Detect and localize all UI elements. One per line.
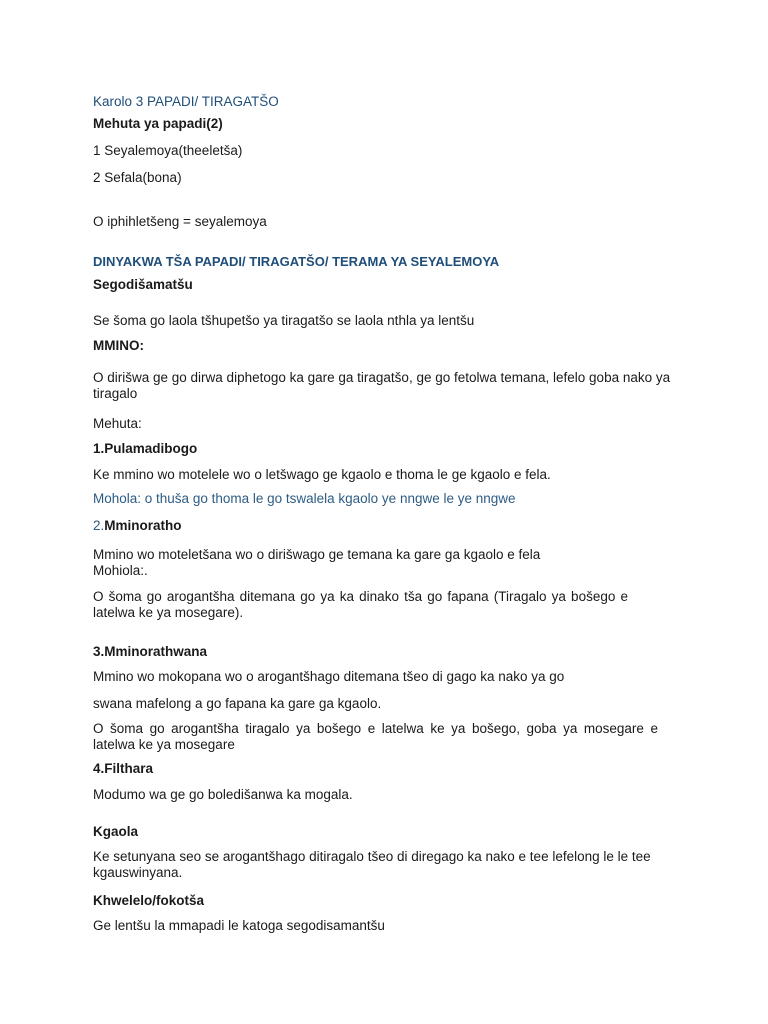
kind-4-heading: 4.Filthara: [93, 761, 154, 776]
kind-3-text-line-2: swana mafelong a go fapana ka gare ga kgaolo.: [93, 696, 382, 711]
example-line: O iphihletšeng = seyalemoya: [93, 214, 267, 229]
sound-effects-text: Se šoma go laola tšhupetšo ya tiragatšo se laola nthla ya lentšu: [93, 313, 475, 328]
music-heading: MMINO:: [93, 338, 144, 353]
kind-3-example: O šoma go arogantšha tiragalo ya bošego e latelwa ke ya bošego, goba ya mosegare e latelwa ke ya mosegare: [93, 721, 658, 752]
chapter-text: Ke setunyana seo se arogantšhago ditiragalo tšeo di diregago ka nako e tee lefelong le le tee kgauswinyana.: [93, 849, 651, 880]
kind-4-text: Modumo wa ge go boledišanwa ka mogala.: [93, 787, 353, 802]
voice-text: Ge lentšu la mmapadi le katoga segodisamantšu: [93, 918, 385, 933]
kinds-label: Mehuta:: [93, 416, 142, 431]
kind-2-number: 2.: [93, 518, 105, 533]
sound-effects-heading: Segodišamatšu: [93, 277, 193, 292]
section-title: Karolo 3 PAPADI/ TIRAGATŠO: [93, 94, 279, 109]
elements-heading: DINYAKWA TŠA PAPADI/ TIRAGATŠO/ TERAMA YA SEYALEMOYA: [93, 254, 500, 269]
kind-2-example-text: O šoma go arogantšha ditemana go ya ka dinako tša go fapana (Tiragalo ya bošego e latelwa ke ya mosegare).: [93, 589, 628, 620]
kind-2-example-label: Mohiola:.: [93, 563, 148, 578]
kind-2-heading: Mminoratho: [104, 518, 182, 533]
kind-1-text: Ke mmino wo motelele wo o letšwago ge kgaolo e thoma le ge kgaolo e fela.: [93, 467, 551, 482]
chapter-heading: Kgaola: [93, 824, 139, 839]
type-1-item: 1 Seyalemoya(theeletša): [93, 143, 243, 158]
kind-2-heading-row: [93, 518, 182, 534]
kind-3-heading: 3.Mminorathwana: [93, 644, 208, 659]
kind-1-heading: 1.Pulamadibogo: [93, 441, 198, 456]
types-heading: Mehuta ya papadi(2): [93, 116, 223, 131]
kind-3-text-line-1: Mmino wo mokopana wo o arogantšhago ditemana tšeo di gago ka nako ya go: [93, 669, 565, 684]
kind-1-example: Mohola: o thuša go thoma le go tswalela kgaolo ye nngwe le ye nngwe: [93, 491, 516, 506]
music-text: O dirišwa ge go dirwa diphetogo ka gare ga tiragatšo, ge go fetolwa temana, lefelo goba nako ya tiragalo: [93, 370, 671, 401]
voice-heading: Khwelelo/fokotša: [93, 893, 205, 908]
type-2-item: 2 Sefala(bona): [93, 170, 182, 185]
kind-2-text: Mmino wo moteletšana wo o dirišwago ge temana ka gare ga kgaolo e fela: [93, 547, 541, 562]
